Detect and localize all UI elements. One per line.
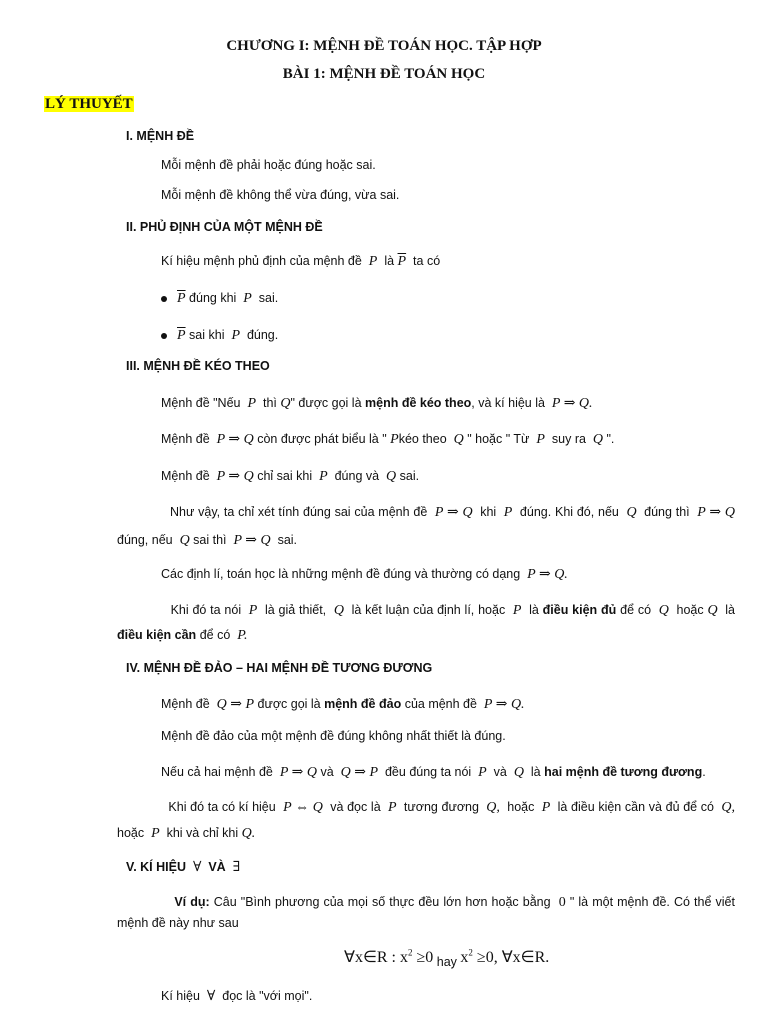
s4-line-2: Mệnh đề đảo của một mệnh đề đúng không nhất thiết là đúng. bbox=[161, 729, 506, 743]
s4-line-4: Khi đó ta có kí hiệu P ⇔ Q và đọc là P tương đương Q, hoặc P là điều kiện cần và đủ để có Q, bbox=[168, 800, 735, 815]
section-5-heading: V. KÍ HIỆU ∀ VÀ ∃ bbox=[126, 860, 241, 875]
theory-label: LÝ THUYẾT bbox=[45, 96, 133, 112]
exists-symbol: ∃ bbox=[232, 860, 241, 875]
s3-line-3: Mệnh đề P ⇒ Q chỉ sai khi P đúng và Q sai. bbox=[161, 469, 420, 484]
s1-paragraph-1: Mỗi mệnh đề phải hoặc đúng hoặc sai. bbox=[161, 158, 376, 172]
s3-line-6: Khi đó ta nói P là giả thiết, Q là kết luận của định lí, hoặc P là điều kiện đủ để có Q hoặc Q là bbox=[170, 603, 735, 618]
forall-symbol: ∀ bbox=[192, 860, 202, 875]
s4-line-1: Mệnh đề Q ⇒ P được gọi là mệnh đề đảo của mệnh đề P ⇒ Q. bbox=[161, 697, 525, 712]
s4-line-4b: hoặc P khi và chỉ khi Q. bbox=[117, 826, 256, 841]
lesson-title: BÀI 1: MỆNH ĐỀ TOÁN HỌC bbox=[282, 66, 486, 82]
s5-note: Kí hiệu ∀ đọc là "với mọi". bbox=[161, 989, 313, 1004]
section-2-heading: II. PHỦ ĐỊNH CỦA MỘT MỆNH ĐỀ bbox=[126, 220, 323, 234]
s3-line-6b: điều kiện cần để có P. bbox=[117, 628, 248, 643]
s3-line-2: Mệnh đề P ⇒ Q còn được phát biểu là " Pkéo theo Q " hoặc " Từ P suy ra Q ". bbox=[161, 432, 615, 447]
s3-line-1: Mệnh đề "Nếu P thì Q" được gọi là mệnh đề kéo theo, và kí hiệu là P ⇒ Q. bbox=[161, 396, 593, 411]
s3-line-5: Các định lí, toán học là những mệnh đề đúng và thường có dạng P ⇒ Q. bbox=[161, 567, 568, 582]
theory-heading bbox=[44, 96, 134, 113]
bullet-icon bbox=[161, 333, 167, 339]
section-1-heading: I. MỆNH ĐỀ bbox=[126, 129, 195, 143]
section-3-heading: III. MỆNH ĐỀ KÉO THEO bbox=[126, 359, 270, 373]
s5-example: Ví dụ: Câu "Bình phương của mọi số thực đều lớn hơn hoặc bằng 0 " là một mệnh đề. Có thể viết bbox=[174, 895, 735, 910]
s5-example-b: mệnh đề này như sau bbox=[117, 916, 239, 930]
s3-line-4: Như vậy, ta chỉ xét tính đúng sai của mệnh đề P ⇒ Q khi P đúng. Khi đó, nếu Q đúng thì P ⇒ Q bbox=[170, 505, 736, 520]
s2-intro: Kí hiệu mệnh phủ định của mệnh đề P là $\overline{P}$ ta có bbox=[161, 254, 441, 269]
s1-paragraph-2: Mỗi mệnh đề không thể vừa đúng, vừa sai. bbox=[161, 188, 400, 202]
section-4-heading: IV. MỆNH ĐỀ ĐẢO – HAI MỆNH ĐỀ TƯƠNG ĐƯƠNG bbox=[126, 661, 433, 675]
s2-bullet-1: $\overline{P}$ đúng khi P sai. bbox=[161, 291, 278, 307]
bullet-icon bbox=[161, 296, 167, 302]
chapter-title: CHƯƠNG I: MỆNH ĐỀ TOÁN HỌC. TẬP HỢP bbox=[226, 38, 542, 54]
s3-line-4b: đúng, nếu Q sai thì P ⇒ Q sai. bbox=[117, 533, 298, 548]
s2-bullet-2: $\overline{P}$ sai khi P đúng. bbox=[161, 328, 278, 344]
s4-line-3: Nếu cả hai mệnh đề P ⇒ Q và Q ⇒ P đều đúng ta nói P và Q là hai mệnh đề tương đương. bbox=[161, 765, 706, 780]
s5-formula: ∀x∈R : $x^2 \ge 0$ hay $x^2 \ge 0$, ∀x∈R. bbox=[344, 947, 550, 969]
